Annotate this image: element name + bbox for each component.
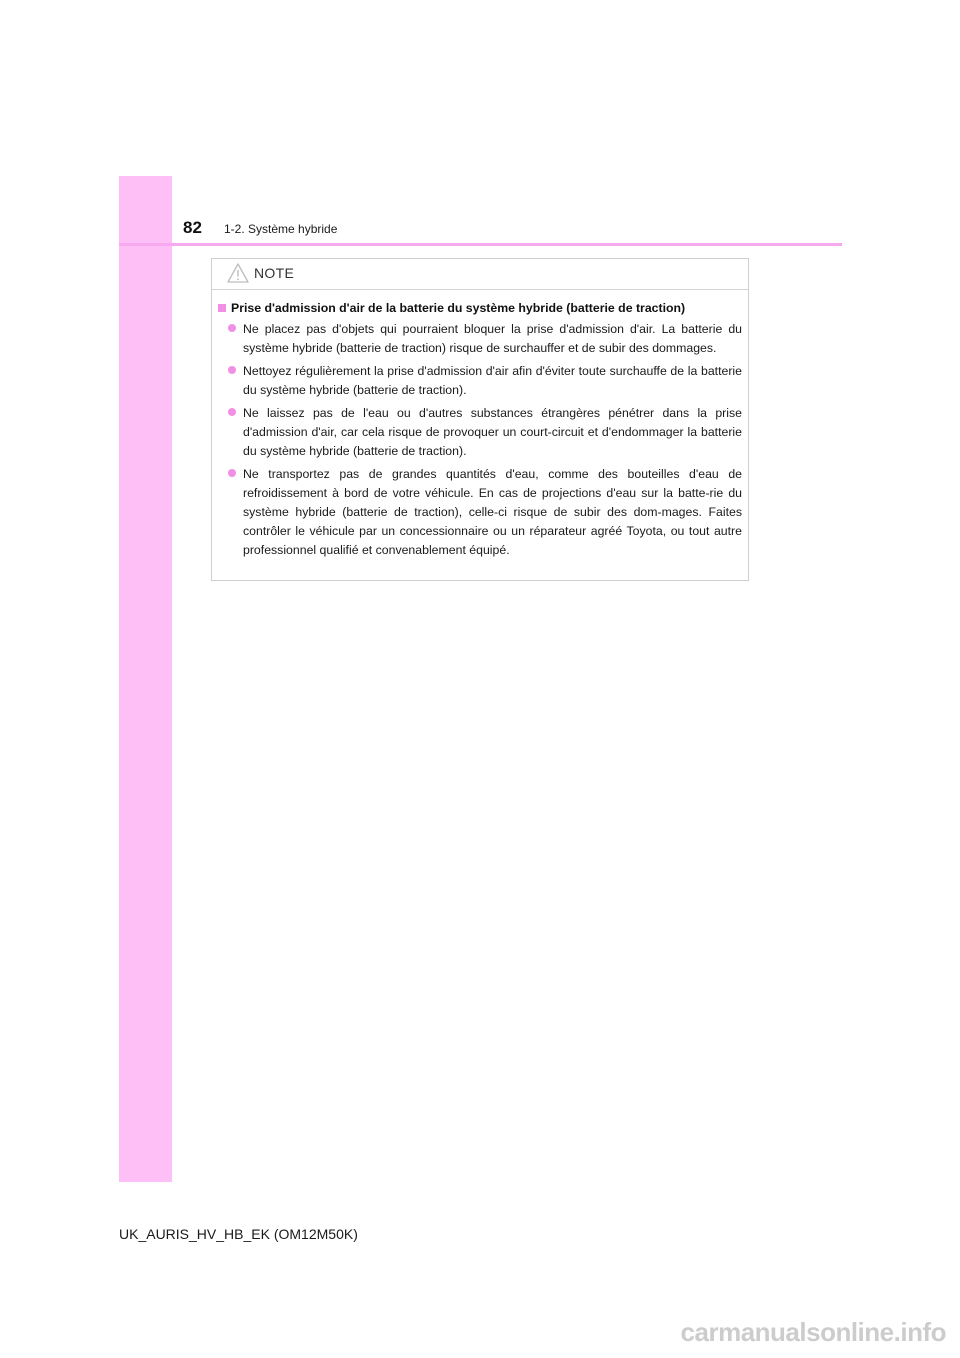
round-bullet-icon (228, 408, 236, 416)
list-item (218, 465, 742, 560)
section-title: 1-2. Système hybride (224, 222, 338, 236)
list-item-text: Ne transportez pas de grandes quantités d'eau, comme des bouteilles d'eau de refroidissement à bord de votre véhicule. En cas de projections d'eau sur la batte-rie du système hybride (batterie de traction), celle-ci risque de subir des dom-mages. Faites contrôler le véhicule par un concessionnaire ou un réparateur agréé Toyota, ou tout autre professionnel qualifié et convenablement équipé. (243, 467, 742, 557)
list-item (218, 320, 742, 358)
round-bullet-icon (228, 366, 236, 374)
list-item (218, 404, 742, 461)
side-color-band (119, 176, 172, 1182)
document-code: UK_AURIS_HV_HB_EK (OM12M50K) (119, 1226, 358, 1242)
note-heading (218, 300, 742, 316)
note-box (211, 258, 749, 581)
list-item-text: Ne laissez pas de l'eau ou d'autres substances étrangères pénétrer dans la prise d'admission d'air, car cela risque de provoquer un court-circuit et d'endommager la batterie du système hybride (batterie de traction). (243, 406, 742, 458)
warning-triangle-icon (226, 262, 250, 284)
page-number: 82 (183, 218, 202, 237)
list-item-text: Nettoyez régulièrement la prise d'admission d'air afin d'éviter toute surchauffe de la batterie du système hybride (batterie de traction). (243, 364, 742, 397)
header-rule (119, 243, 842, 246)
note-label: NOTE (254, 265, 295, 281)
list-item (218, 362, 742, 400)
note-header (212, 259, 748, 290)
note-heading-text: Prise d'admission d'air de la batterie du système hybride (batterie de traction) (231, 301, 686, 315)
list-item-text: Ne placez pas d'objets qui pourraient bloquer la prise d'admission d'air. La batterie du système hybride (batterie de traction) risque de surchauffer et de subir des dommages. (243, 322, 742, 355)
round-bullet-icon (228, 469, 236, 477)
square-bullet-icon (218, 304, 226, 312)
watermark: carmanualsonline.info (680, 1317, 946, 1347)
note-body (212, 290, 748, 560)
round-bullet-icon (228, 324, 236, 332)
